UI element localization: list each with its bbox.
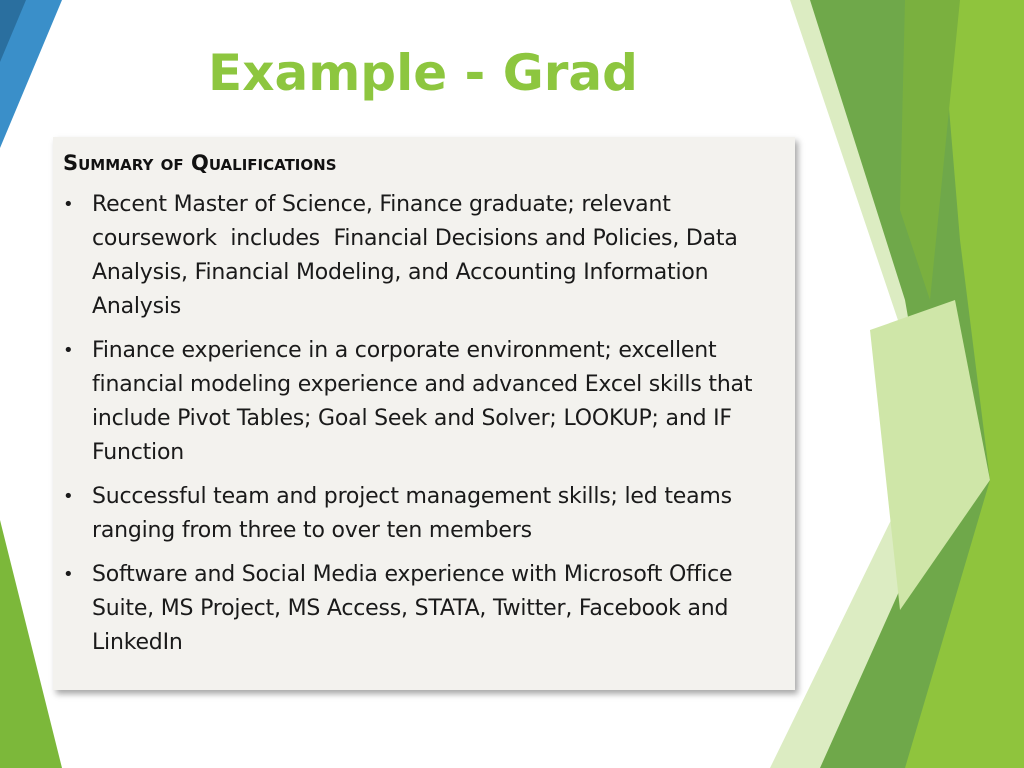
bullet-text: Recent Master of Science, Finance graduate; relevant coursework includes Financial Decisions and Policies, Data Analysis, Financial Modeling, and Accounting Information Analysis (92, 192, 745, 319)
slide-title: Example - Grad (208, 44, 638, 102)
bullet-text: Successful team and project management skills; led teams ranging from three to over ten members (92, 484, 739, 543)
bullet-text: Finance experience in a corporate environment; excellent financial modeling experience and advanced Excel skills that include Pivot Tables; Goal Seek and Solver; LOOKUP; and IF Function (92, 338, 760, 465)
qualifications-box (53, 137, 795, 690)
bullet-icon: • (63, 340, 74, 361)
list-item (63, 480, 775, 548)
list-item (63, 558, 775, 660)
qualifications-list (63, 188, 775, 660)
bullet-icon: • (63, 564, 74, 585)
list-item (63, 188, 775, 324)
bullet-text: Software and Social Media experience with Microsoft Office Suite, MS Project, MS Access, STATA, Twitter, Facebook and LinkedIn (92, 562, 740, 655)
section-heading: Summary of Qualifications (63, 151, 337, 175)
list-item (63, 334, 775, 470)
bullet-icon: • (63, 194, 74, 215)
bullet-icon: • (63, 486, 74, 507)
